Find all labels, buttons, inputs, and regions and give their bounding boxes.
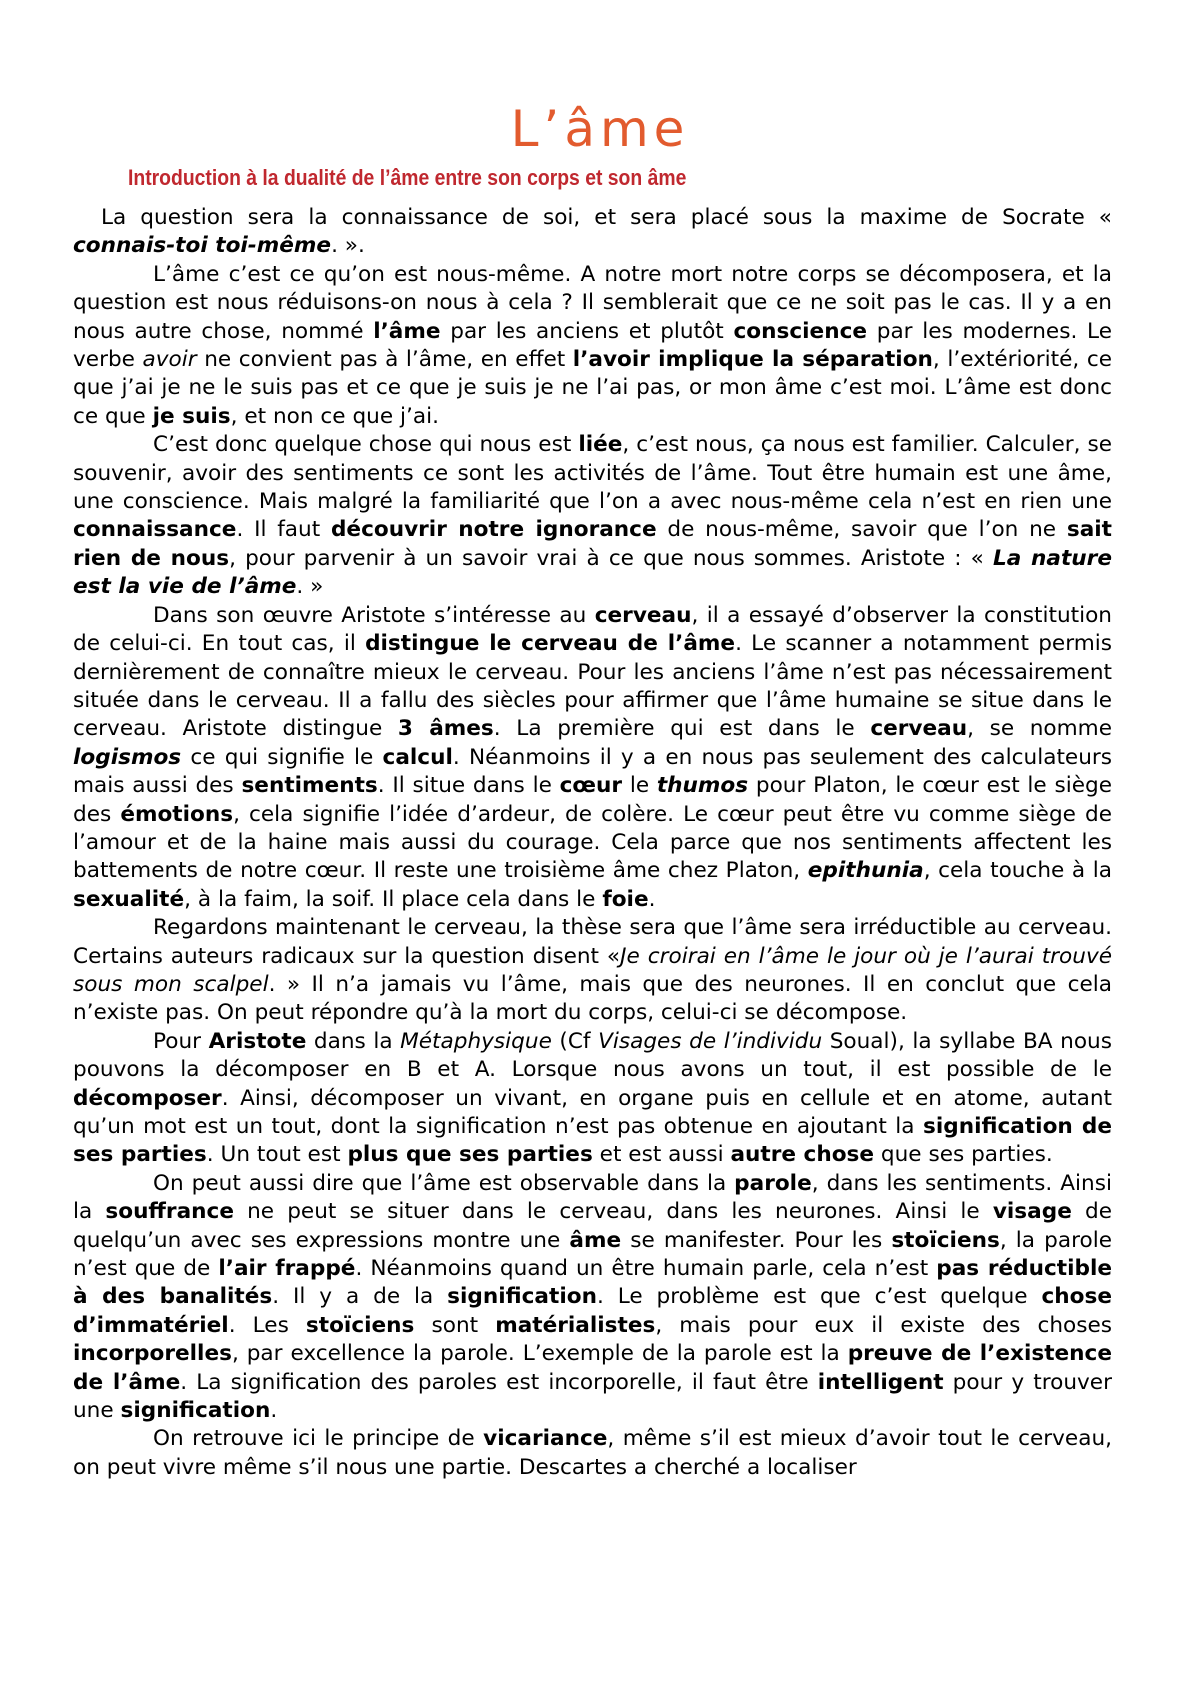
text-run: . Ainsi, décomposer un vivant, en organe puis en cellule et en atome, autant qu’un mot est un tout, dont la signification n’est pas obtenue en ajoutant la (73, 1085, 1112, 1139)
paragraph (73, 1170, 1112, 1426)
emphasis-text: logismos (73, 744, 182, 770)
emphasis-text: conscience (733, 318, 868, 344)
text-run: , mais pour eux il existe des choses (655, 1312, 1112, 1338)
emphasis-text: Aristote (208, 1028, 307, 1054)
text-run: par les modernes. Le verbe (73, 318, 1112, 373)
text-run: . » Il n’a jamais vu l’âme, mais que des neurones. Il en conclut que cela n’existe pas. On peut répondre qu’à la mort du corps, celui-ci se décompose. (73, 971, 1112, 1026)
text-run: et est aussi (592, 1142, 731, 1168)
emphasis-text: visage (992, 1199, 1072, 1225)
text-run: sont (414, 1312, 496, 1338)
paragraph (73, 261, 1112, 431)
emphasis-text: pas réductible à des banalités (73, 1256, 1112, 1310)
text-run: . Le problème est que c’est quelque (596, 1284, 1042, 1310)
text-run: ne convient pas à l’âme, en effet (196, 347, 573, 373)
text-run: L’âme c’est ce qu’on est nous-même. A notre mort notre corps se décomposera, et la question est nous réduisons-on nous à cela ? Il semblerait que ce ne soit pas le cas. Il y a en nous autre chose, nommé (73, 261, 1112, 344)
emphasis-text: cœur (559, 773, 623, 799)
emphasis-text: parole (734, 1170, 812, 1196)
emphasis-text: autre chose (730, 1142, 875, 1168)
emphasis-text: je suis (152, 403, 231, 429)
text-run: , pour parvenir à un savoir vrai à ce que nous sommes. Aristote : « (229, 545, 993, 571)
text-run: C’est donc quelque chose qui nous est (153, 432, 579, 458)
text-run: , même s’il est mieux d’avoir tout le cerveau, on peut vivre même s’il nous une partie. Descartes a cherché a localiser (73, 1426, 1112, 1480)
emphasis-text: vicariance (483, 1426, 608, 1452)
emphasis-text: distingue le cerveau de l’âme (365, 631, 736, 657)
emphasis-text: 3 âmes (397, 716, 494, 742)
paragraph (73, 602, 1112, 914)
emphasis-text: thumos (656, 773, 749, 799)
text-run: . Néanmoins il y a en nous pas seulement des calculateurs mais aussi des (73, 744, 1113, 799)
emphasis-text: incorporelles (73, 1341, 232, 1367)
emphasis-text: matérialistes (495, 1312, 656, 1338)
emphasis-text: l’avoir implique la séparation (572, 347, 933, 373)
emphasis-text: décomposer (73, 1085, 222, 1111)
text-run: . La première qui est dans le (493, 716, 871, 742)
text-run: pour Platon, le cœur est le siège des (73, 773, 1112, 827)
text-run: dans la (306, 1028, 401, 1054)
text-run: . Un tout est (206, 1142, 348, 1168)
emphasis-text: connais-toi toi-même (73, 233, 332, 259)
text-run: , cela touche à la (923, 858, 1112, 884)
text-run: Soual), la syllabe BA nous pouvons la décomposer en B et A. Lorsque nous avons un tout, il est possible de le (73, 1028, 1112, 1083)
text-run: . La signification des paroles est incorporelle, il faut être (180, 1369, 818, 1395)
text-run: . Les (228, 1312, 306, 1338)
emphasis-text: l’air frappé (218, 1256, 356, 1282)
text-run: le (622, 773, 657, 799)
paragraph (73, 1425, 1112, 1482)
text-run: ce qui signifie le (181, 744, 383, 770)
text-run: par les anciens et plutôt (440, 318, 734, 344)
page-title: L’âme (510, 100, 690, 158)
emphasis-text: calcul (382, 744, 453, 770)
emphasis-text: chose d’immatériel (73, 1284, 1112, 1338)
text-run: , la parole n’est que de (73, 1227, 1112, 1282)
text-run: , cela signifie l’idée d’ardeur, de colère. Le cœur peut être vu comme siège de l’amour et de la haine mais aussi du courage. Cela parce que nos sentiments affectent les battements de notre cœur. Il reste une troisième âme chez Platon, (73, 801, 1113, 884)
text-run: Dans son œuvre Aristote s’intéresse au (153, 602, 595, 628)
text-run: , il a essayé d’observer la constitution de celui-ci. En tout cas, il (73, 602, 1112, 657)
emphasis-text: plus que ses parties (347, 1142, 593, 1168)
text-run: , l’extériorité, ce que j’ai je ne le suis pas et ce que je suis je ne l’ai pas, or mon âme c’est moi. L’âme est donc ce que (73, 347, 1112, 429)
paragraph (73, 1028, 1112, 1170)
text-run: . Le scanner a notamment permis dernièrement de connaître mieux le cerveau. Pour les anciens l’âme n’est pas nécessairement située dans le cerveau. Il a fallu des siècles pour affirmer que l’âme humaine se situe dans le cerveau. Aristote distingue (73, 631, 1112, 742)
emphasis-text: preuve de l’existence de l’âme (73, 1341, 1112, 1395)
text-run: . (270, 1398, 278, 1424)
emphasis-text: epithunia (807, 858, 924, 884)
emphasis-text: signification (120, 1398, 271, 1424)
page-subtitle: Introduction à la dualité de l’âme entre son corps et son âme (128, 165, 687, 190)
text-run: , par excellence la parole. L’exemple de la parole est la (231, 1341, 848, 1367)
text-run: , à la faim, la soif. Il place cela dans le (184, 886, 603, 912)
emphasis-text: avoir (142, 347, 197, 373)
emphasis-text: cerveau (594, 602, 692, 628)
text-run: pour y trouver une (73, 1369, 1112, 1424)
text-run: . Il faut (236, 517, 331, 543)
text-run: de quelqu’un avec ses expressions montre une (73, 1199, 1112, 1253)
text-run: . Il y a de la (272, 1284, 448, 1310)
emphasis-text: signification (447, 1284, 597, 1310)
emphasis-text: Visages de l’individu (598, 1028, 823, 1054)
text-run: que ses parties. (874, 1142, 1053, 1168)
emphasis-text: sentiments (241, 773, 378, 799)
text-run: de nous-même, savoir que l’on ne (656, 517, 1067, 543)
text-run: , dans les sentiments. Ainsi la (73, 1170, 1112, 1225)
text-run: , se nomme (967, 716, 1112, 742)
text-run: Pour (153, 1028, 209, 1054)
emphasis-text: La nature est la vie de l’âme (73, 545, 1112, 600)
emphasis-text: intelligent (817, 1369, 944, 1395)
text-run: . Il situe dans le (377, 773, 560, 799)
text-run: . (648, 886, 656, 912)
text-run: . ». (331, 233, 365, 259)
text-run: . Néanmoins quand un être humain parle, cela n’est (355, 1256, 937, 1282)
paragraph (73, 431, 1112, 601)
emphasis-text: foie (602, 886, 649, 912)
emphasis-text: âme (569, 1227, 622, 1253)
emphasis-text: l’âme (373, 318, 441, 344)
emphasis-text: Métaphysique (400, 1028, 552, 1054)
emphasis-text: Je croirai en l’âme le jour où je l’aurai trouvé sous mon scalpel (73, 943, 1113, 997)
emphasis-text: sexualité (73, 886, 185, 912)
text-run: (Cf (551, 1028, 599, 1054)
text-run: La question sera la connaissance de soi, et sera placé sous la maxime de Socrate « (101, 205, 1112, 230)
text-run: On retrouve ici le principe de (153, 1426, 484, 1452)
emphasis-text: souffrance (105, 1199, 234, 1225)
text-run: Regardons maintenant le cerveau, la thèse sera que l’âme sera irréductible au cerveau. Certains auteurs radicaux sur la question disent « (73, 915, 1112, 969)
emphasis-text: connaissance (73, 517, 237, 543)
paragraph (73, 204, 1112, 261)
emphasis-text: stoïciens (891, 1227, 1000, 1253)
emphasis-text: sait rien de nous (73, 517, 1113, 571)
emphasis-text: découvrir notre ignorance (330, 517, 657, 543)
text-run: se manifester. Pour les (621, 1227, 892, 1253)
text-run: , et non ce que j’ai. (230, 403, 439, 429)
emphasis-text: liée (578, 432, 623, 458)
emphasis-text: stoïciens (305, 1312, 415, 1338)
emphasis-text: signification de ses parties (73, 1114, 1113, 1168)
text-run: , c’est nous, ça nous est familier. Calculer, se souvenir, avoir des sentiments ce sont les activités de l’âme. Tout être humain est une âme, une conscience. Mais malgré la familiarité que l’on a avec nous-même cela n’est en rien une (73, 432, 1113, 515)
emphasis-text: émotions (120, 801, 234, 827)
text-run: . » (296, 574, 324, 600)
body-text (73, 204, 1112, 1482)
emphasis-text: cerveau (870, 716, 968, 742)
paragraph (73, 914, 1112, 1028)
text-run: ne peut se situer dans le cerveau, dans les neurones. Ainsi le (233, 1199, 993, 1225)
text-run: On peut aussi dire que l’âme est observable dans la (153, 1170, 735, 1196)
